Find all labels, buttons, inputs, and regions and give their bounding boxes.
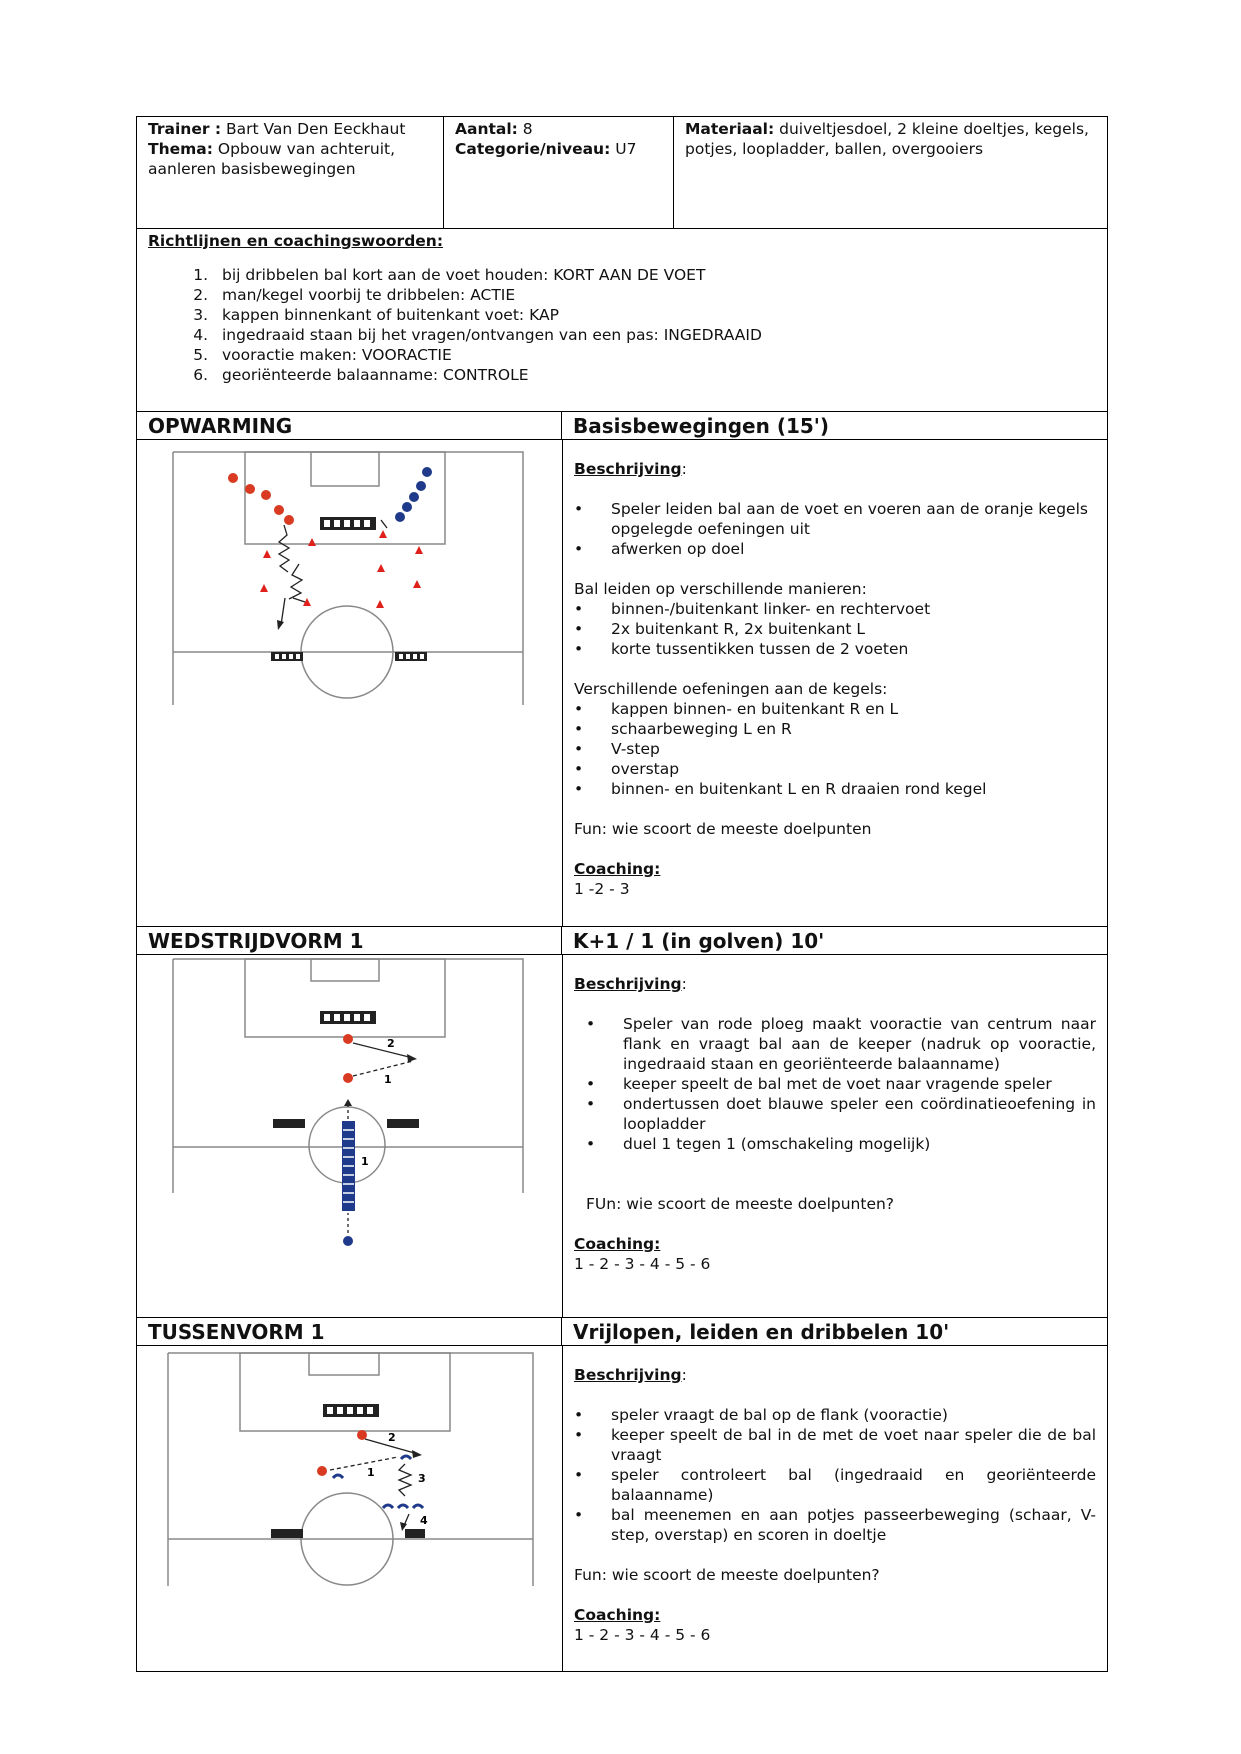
section-3-bullets xyxy=(574,1405,1096,1545)
bullet-item: • Speler van rode ploeg maakt vooractie van centrum naar flank en vraagt bal aan de keeper (nadruk op vooractie, ingedraaid staan en georiënteerde balaanname) xyxy=(574,1014,1096,1074)
section-1-name: OPWARMING xyxy=(137,412,562,439)
section-1-title: Basisbewegingen (15') xyxy=(573,414,830,438)
section-3-title: Vrijlopen, leiden en dribbelen 10' xyxy=(573,1320,950,1344)
bullet-item: • V-step xyxy=(574,739,1096,759)
section-2-heading xyxy=(137,927,1107,955)
section-3-text: Beschrijving: • speler vraagt de bal op de flank (vooractie) • keeper speelt de bal in de met de voet naar speler die de bal vraagt • speler controleert bal (ingedraaid en georiënteerde balaanname) • bal meenemen en aan potjes passeerbeweging (schaar, V-step, overstap) en scoren in doeltje Fun: wie scoort de meeste doelpunten? Coaching: 1 - 2 - 3 - 4 - 5 - 6 xyxy=(563,1346,1107,1671)
tussenvorm-diagram xyxy=(137,1346,562,1671)
run-label: 1 xyxy=(384,1073,392,1086)
guideline-text: kappen binnenkant of buitenkant voet: KAP xyxy=(222,306,559,324)
materiaal-value: duiveltjesdoel, 2 kleine doeltjes, kegels, potjes, loopladder, ballen, overgooiers xyxy=(685,120,1089,158)
guideline-number: 2. xyxy=(193,286,208,304)
section-1-bullets-1 xyxy=(574,499,1096,559)
goal-icon xyxy=(320,1011,376,1024)
bullet-item: • duel 1 tegen 1 (omschakeling mogelijk) xyxy=(574,1134,1096,1154)
guideline-text: man/kegel voorbij te dribbelen: ACTIE xyxy=(222,286,516,304)
guideline-text: ingedraaid staan bij het vragen/ontvangen van een pas: INGEDRAAID xyxy=(222,326,762,344)
section-3-name: TUSSENVORM 1 xyxy=(137,1318,562,1345)
bullet-item: • kappen binnen- en buitenkant R en L xyxy=(574,699,1096,719)
section-3-diagram-cell xyxy=(137,1346,563,1671)
ladder-label: 1 xyxy=(361,1155,369,1168)
bullet-item: • bal meenemen en aan potjes passeerbeweging (schaar, V-step, overstap) en scoren in doeltje xyxy=(574,1505,1096,1545)
section-2-text: Beschrijving: • Speler van rode ploeg maakt vooractie van centrum naar flank en vraagt bal aan de keeper (nadruk op vooractie, ingedraaid staan en georiënteerde balaanname) • keeper speelt de bal met de voet naar vragende speler • ondertussen doet blauwe speler een coördinatieoefening in loopladder • duel 1 tegen 1 (omschakeling mogelijk) FUn: wie scoort de meeste doelpunten? Coaching: 1 - 2 - 3 - 4 - 5 - 6 xyxy=(563,955,1107,1317)
section-3-heading xyxy=(137,1318,1107,1346)
section-3-fun: Fun: wie scoort de meeste doelpunten? xyxy=(574,1566,880,1584)
guidelines-row xyxy=(137,229,1107,412)
bullet-item: • speler controleert bal (ingedraaid en georiënteerde balaanname) xyxy=(574,1465,1096,1505)
section-3-coaching-label: Coaching: xyxy=(574,1606,661,1624)
section-1-sub1: Bal leiden op verschillende manieren: xyxy=(574,580,867,598)
guideline-number: 4. xyxy=(193,326,208,344)
guidelines-cell xyxy=(137,229,1107,411)
section-1-desc-label: Beschrijving xyxy=(574,460,682,478)
trainer-value: Bart Van Den Eeckhaut xyxy=(221,120,406,138)
run-label: 1 xyxy=(367,1466,375,1479)
bullet-item: • korte tussentikken tussen de 2 voeten xyxy=(574,639,1096,659)
guideline-item xyxy=(148,285,1096,305)
section-3-desc-label: Beschrijving xyxy=(574,1366,682,1384)
blue-players xyxy=(395,467,432,522)
pass-label: 2 xyxy=(388,1431,396,1444)
training-sheet xyxy=(136,116,1108,1672)
guideline-item xyxy=(148,265,1096,285)
categorie-label: Categorie/niveau: xyxy=(455,140,611,158)
trainer-label: Trainer : xyxy=(148,120,222,138)
bullet-item: • 2x buitenkant R, 2x buitenkant L xyxy=(574,619,1096,639)
section-1-sub2: Verschillende oefeningen aan de kegels: xyxy=(574,680,888,698)
bullet-item: • binnen-/buitenkant linker- en rechtervoet xyxy=(574,599,1096,619)
dribble-label: 3 xyxy=(418,1472,426,1485)
opwarming-diagram xyxy=(137,440,562,927)
section-1-coaching-value: 1 -2 - 3 xyxy=(574,880,630,898)
section-2-fun: FUn: wie scoort de meeste doelpunten? xyxy=(586,1195,895,1213)
guidelines-title: Richtlijnen en coachingswoorden: xyxy=(148,232,444,250)
pass-label: 2 xyxy=(387,1037,395,1050)
guideline-number: 5. xyxy=(193,346,208,364)
guideline-item xyxy=(148,345,1096,365)
thema-label: Thema: xyxy=(148,140,213,158)
section-1-bullets-2 xyxy=(574,599,1096,659)
guideline-item xyxy=(148,325,1096,345)
goal-icon xyxy=(323,1404,379,1417)
guideline-number: 3. xyxy=(193,306,208,324)
section-1-body xyxy=(137,440,1107,927)
materiaal-label: Materiaal: xyxy=(685,120,775,138)
aantal-cell xyxy=(444,117,674,228)
guideline-item xyxy=(148,365,1096,385)
section-1-diagram-cell xyxy=(137,440,563,926)
section-1-heading xyxy=(137,412,1107,440)
bullet-item: • overstap xyxy=(574,759,1096,779)
section-2-title: K+1 / 1 (in golven) 10' xyxy=(573,929,825,953)
bullet-item: • keeper speelt de bal in de met de voet naar speler die de bal vraagt xyxy=(574,1425,1096,1465)
blue-player xyxy=(343,1236,353,1246)
section-2-name: WEDSTRIJDVORM 1 xyxy=(137,927,562,954)
section-1-coaching-label: Coaching: xyxy=(574,860,661,878)
ladder-icon xyxy=(342,1121,355,1211)
guidelines-list xyxy=(148,265,1096,385)
materiaal-cell xyxy=(674,117,1107,228)
bullet-item: • schaarbeweging L en R xyxy=(574,719,1096,739)
guideline-number: 1. xyxy=(193,266,208,284)
small-goal-icon xyxy=(271,652,427,661)
shot-label: 4 xyxy=(420,1514,428,1527)
guideline-number: 6. xyxy=(193,366,208,384)
aantal-value: 8 xyxy=(517,120,533,138)
section-1-fun: Fun: wie scoort de meeste doelpunten xyxy=(574,820,872,838)
categorie-value: U7 xyxy=(610,140,637,158)
bullet-item: • ondertussen doet blauwe speler een coördinatieoefening in loopladder xyxy=(574,1094,1096,1134)
section-2-coaching-label: Coaching: xyxy=(574,1235,661,1253)
section-3-body xyxy=(137,1346,1107,1671)
red-players xyxy=(317,1430,367,1476)
guideline-text: vooractie maken: VOORACTIE xyxy=(222,346,452,364)
guideline-text: bij dribbelen bal kort aan de voet houden: KORT AAN DE VOET xyxy=(222,266,706,284)
section-2-bullets xyxy=(574,1014,1096,1154)
section-3-coaching-value: 1 - 2 - 3 - 4 - 5 - 6 xyxy=(574,1626,711,1644)
section-2-body xyxy=(137,955,1107,1318)
section-1-bullets-3 xyxy=(574,699,1096,799)
section-2-coaching-value: 1 - 2 - 3 - 4 - 5 - 6 xyxy=(574,1255,711,1273)
bullet-item: • speler vraagt de bal op de flank (vooractie) xyxy=(574,1405,1096,1425)
bullet-item: • keeper speelt de bal met de voet naar vragende speler xyxy=(574,1074,1096,1094)
aantal-label: Aantal: xyxy=(455,120,518,138)
bullet-item: • binnen- en buitenkant L en R draaien rond kegel xyxy=(574,779,1096,799)
header-row xyxy=(137,117,1107,229)
pots xyxy=(333,1456,423,1508)
red-players xyxy=(343,1034,353,1083)
guideline-item xyxy=(148,305,1096,325)
trainer-cell xyxy=(137,117,444,228)
goal-icon xyxy=(320,517,376,530)
section-1-text: Beschrijving: • Speler leiden bal aan de voet en voeren aan de oranje kegels opgelegde oefeningen uit • afwerken op doel Bal leiden op verschillende manieren: • binnen-/buitenkant linker- en rechtervoet • 2x buitenkant R, 2x buitenkant L • korte tussentikken tussen de 2 voeten Verschillende oefeningen aan de kegels: • kappen binnen- en buitenkant R en L • schaarbeweging L en R • V-step • overstap • binnen- en buitenkant L en R draaien rond kegel Fun: wie scoort de meeste doelpunten Coaching: 1 -2 - 3 xyxy=(563,440,1107,926)
thema-value: Opbouw van achteruit, aanleren basisbewegingen xyxy=(148,140,396,178)
bullet-item: • afwerken op doel xyxy=(574,539,1096,559)
red-players xyxy=(228,473,294,525)
section-2-desc-label: Beschrijving xyxy=(574,975,682,993)
wedstrijdvorm-diagram xyxy=(137,955,562,1318)
bullet-item: • Speler leiden bal aan de voet en voeren aan de oranje kegels opgelegde oefeningen uit xyxy=(574,499,1096,539)
section-2-diagram-cell xyxy=(137,955,563,1317)
guideline-text: georiënteerde balaanname: CONTROLE xyxy=(222,366,529,384)
